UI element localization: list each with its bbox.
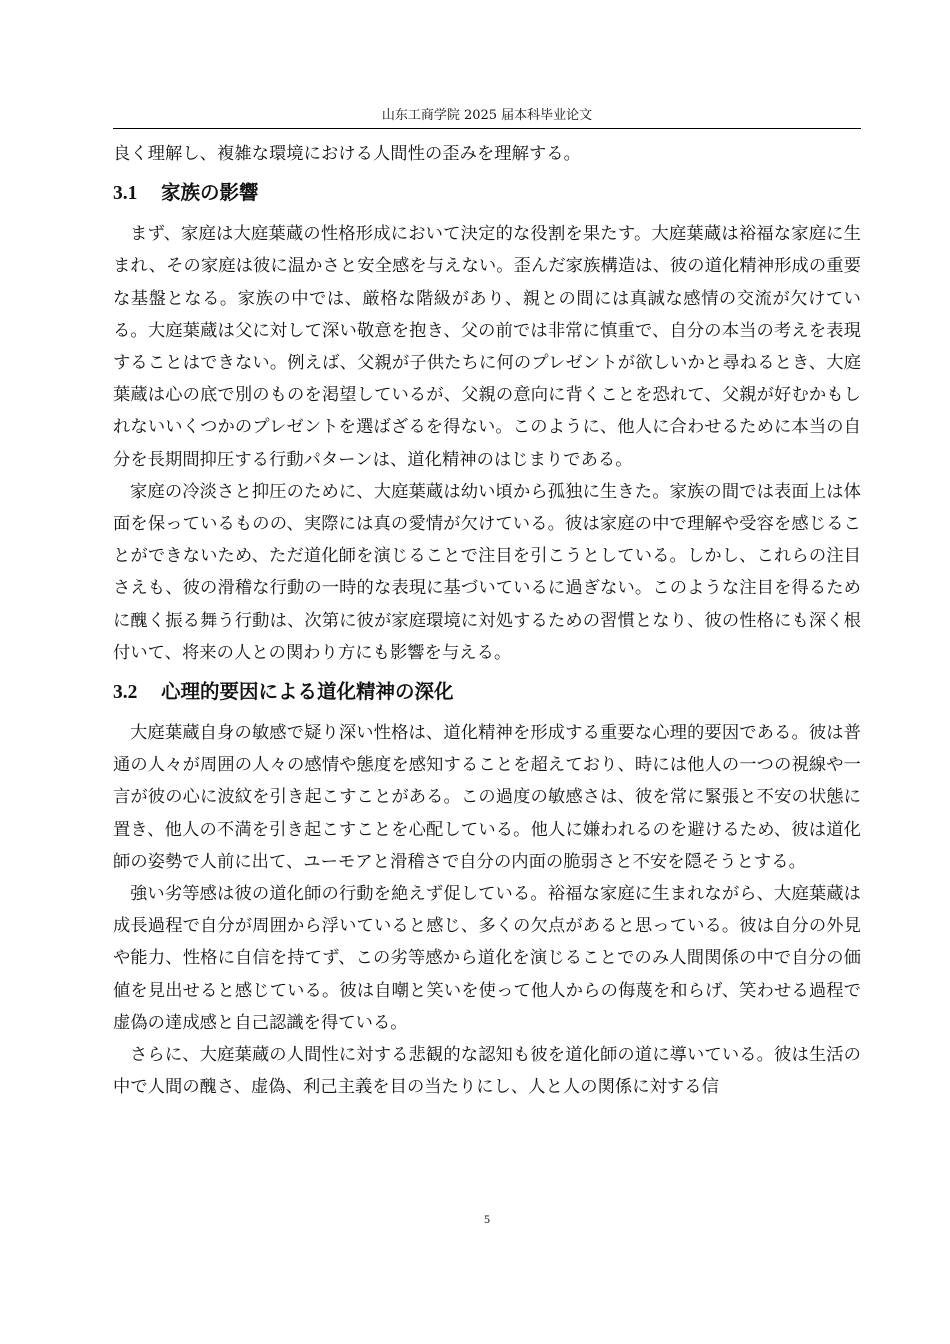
header-rule xyxy=(113,128,861,129)
paragraph-continued: 良く理解し、複雑な環境における人間性の歪みを理解する。 xyxy=(113,144,581,164)
section-number: 3.1 xyxy=(113,183,138,205)
section-title: 家族の影響 xyxy=(161,181,259,205)
paragraph-3-2-1: 大庭葉蔵自身の敏感で疑り深い性格は、道化精神を形成する重要な心理的要因である。彼は普通の人々が周囲の人々の感情や態度を感知することを超えており、時には他人の一つの視線や一言が彼の心に波紋を引き起こすことがある。この過度の敏感さは、彼を常に緊張と不安の状態に置き、他人の不満を引き起こすことを心配している。他人に嫌われるのを避けるため、彼は道化師の姿勢で人前に出て、ユーモアと滑稽さで自分の内面の脆弱さと不安を隠そうとする。 xyxy=(113,723,861,872)
paragraph-3-1-2: 家庭の冷淡さと抑圧のために、大庭葉蔵は幼い頃から孤独に生きた。家族の間では表面上は体面を保っているものの、実際には真の愛情が欠けている。彼は家庭の中で理解や受容を感じることができないため、ただ道化師を演じることで注目を引こうとしている。しかし、これらの注目さえも、彼の滑稽な行動の一時的な表現に基づいているに過ぎない。このような注目を得るために醜く振る舞う行動は、次第に彼が家庭環境に対処するための習慣となり、彼の性格にも深く根付いて、将来の人との関わり方にも影響を与える。 xyxy=(113,481,861,663)
paragraph-3-1-1: まず、家庭は大庭葉蔵の性格形成において決定的な役割を果たす。大庭葉蔵は裕福な家庭に生まれ、その家庭は彼に温かさと安全感を与えない。歪んだ家族構造は、彼の道化精神形成の重要な基盤となる。家族の中では、厳格な階級があり、親との間には真誠な感情の交流が欠けている。大庭葉蔵は父に対して深い敬意を抱き、父の前では非常に慎重で、自分の本当の考えを表現することはできない。例えば、父親が子供たちに何のプレゼントが欲しいかと尋ねるとき、大庭葉蔵は心の底で別のものを渇望しているが、父親の意向に背くことを恐れて、父親が好むかもしれないいくつかのプレゼントを選ばざるを得ない。このように、他人に合わせるために本当の自分を長期間抑圧する行動パターンは、道化精神のはじまりである。 xyxy=(113,224,861,470)
paragraph-3-2-2: 強い劣等感は彼の道化師の行動を絶えず促している。裕福な家庭に生まれながら、大庭葉蔵は成長過程で自分が周囲から浮いていると感じ、多くの欠点があると思っている。彼は自分の外見や能力、性格に自信を持てず、この劣等感から道化を演じることでのみ人間関係の中で自分の価値を見出せると感じている。彼は自嘲と笑いを使って他人からの侮蔑を和らげ、笑わせる過程で虚偽の達成感と自己認識を得ている。 xyxy=(113,884,861,1033)
paragraph-3-2-3: さらに、大庭葉蔵の人間性に対する悲観的な認知も彼を道化師の道に導いている。彼は生活の中で人間の醜さ、虚偽、利己主義を目の当たりにし、人と人の関係に対する信 xyxy=(113,1045,861,1098)
body-text xyxy=(113,138,861,1103)
document-page xyxy=(113,0,861,1344)
page-number: 5 xyxy=(484,1212,490,1226)
section-number: 3.2 xyxy=(113,682,138,704)
section-title: 心理的要因による道化精神の深化 xyxy=(161,680,454,704)
section-heading-3-2 xyxy=(113,677,861,708)
running-header: 山东工商学院 2025 届本科毕业论文 xyxy=(381,108,593,123)
section-heading-3-1 xyxy=(113,178,861,209)
